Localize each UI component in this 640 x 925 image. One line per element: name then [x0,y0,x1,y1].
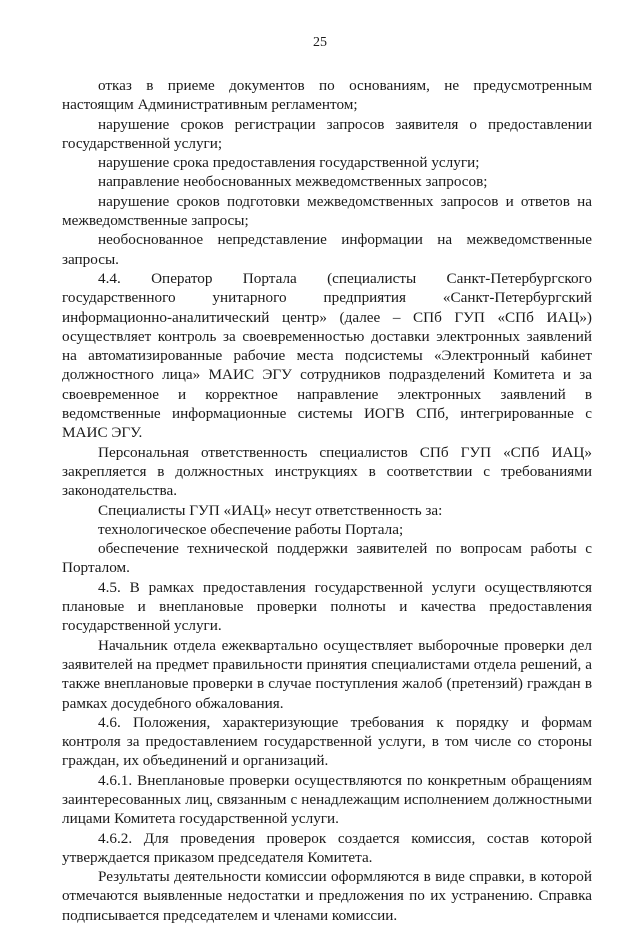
paragraph-4-6-1: 4.6.1. Внеплановые проверки осуществляются по конкретным обращениям заинтересованных лиц, связанным с ненадлежащим исполнением должностными лицами Комитета государственной услуги. [62,771,592,828]
paragraph-department-head-checks: Начальник отдела ежеквартально осуществляет выборочные проверки дел заявителей на предмет правильности принятия специалистами отдела решений, а также внеплановые проверки в случае поступления жалоб (претензий) граждан в рамках досудебного обжалования. [62,636,592,712]
paragraph-iac-responsibility: Специалисты ГУП «ИАЦ» несут ответственность за: [98,501,443,519]
paragraph-4-6-2: 4.6.2. Для проведения проверок создается комиссия, состав которой утверждается приказом председателя Комитета. [62,829,592,866]
page-number: 25 [313,35,327,50]
paragraph-commission-results: Результаты деятельности комиссии оформляются в виде справки, в которой отмечаются выявленные недостатки и предложения по их устранению. Справка подписывается председателем и членами комиссии. [62,868,592,924]
document-body [62,76,592,925]
paragraph-technical-support-applicants: обеспечение технической поддержки заявителей по вопросам работы с Порталом. [62,540,592,577]
paragraph-4-4: 4.4. Оператор Портала (специалисты Санкт-Петербургского государственного унитарного предприятия «Санкт-Петербургский информационно-аналитический центр» (далее – СПб ГУП «СПб ИАЦ») осуществляет контроль за своевременностью доставки электронных заявлений на автоматизированные рабочие места подсистемы «Электронный кабинет должностного лица» МАИС ЭГУ сотрудников подразделений Комитета и за своевременное и корректное направление электронных заявлений в ведомственные информационные системы ИОГВ СПб, интегрированные с МАИС ЭГУ. [62,269,592,442]
paragraph-interagency-deadlines: нарушение сроков подготовки межведомственных запросов и ответов на межведомственные запросы; [62,192,592,230]
paragraph-nondisclosure: необоснованное непредставление информации на межведомственные запросы. [62,231,592,268]
paragraph-personal-responsibility: Персональная ответственность специалистов СПб ГУП «СПб ИАЦ» закрепляется в должностных инструкциях в соответствии с требованиями законодательства. [62,443,592,500]
paragraph-refusal-grounds: отказ в приеме документов по основаниям, не предусмотренным настоящим Административным регламентом; [62,77,592,114]
paragraph-registration-deadline: нарушение сроков регистрации запросов заявителя о предоставлении государственной услуги; [62,115,592,152]
paragraph-4-5: 4.5. В рамках предоставления государственной услуги осуществляются плановые и внеплановые проверки полноты и качества предоставления государственной услуги. [62,578,592,635]
paragraph-unfounded-requests: направление необоснованных межведомственных запросов; [98,173,488,191]
paragraph-4-6: 4.6. Положения, характеризующие требования к порядку и формам контроля за предоставлением государственной услуги, в том числе со стороны граждан, их объединений и организаций. [62,713,592,770]
paragraph-technical-support-portal: технологическое обеспечение работы Портала; [98,520,404,538]
paragraph-service-deadline: нарушение срока предоставления государственной услуги; [98,154,480,172]
